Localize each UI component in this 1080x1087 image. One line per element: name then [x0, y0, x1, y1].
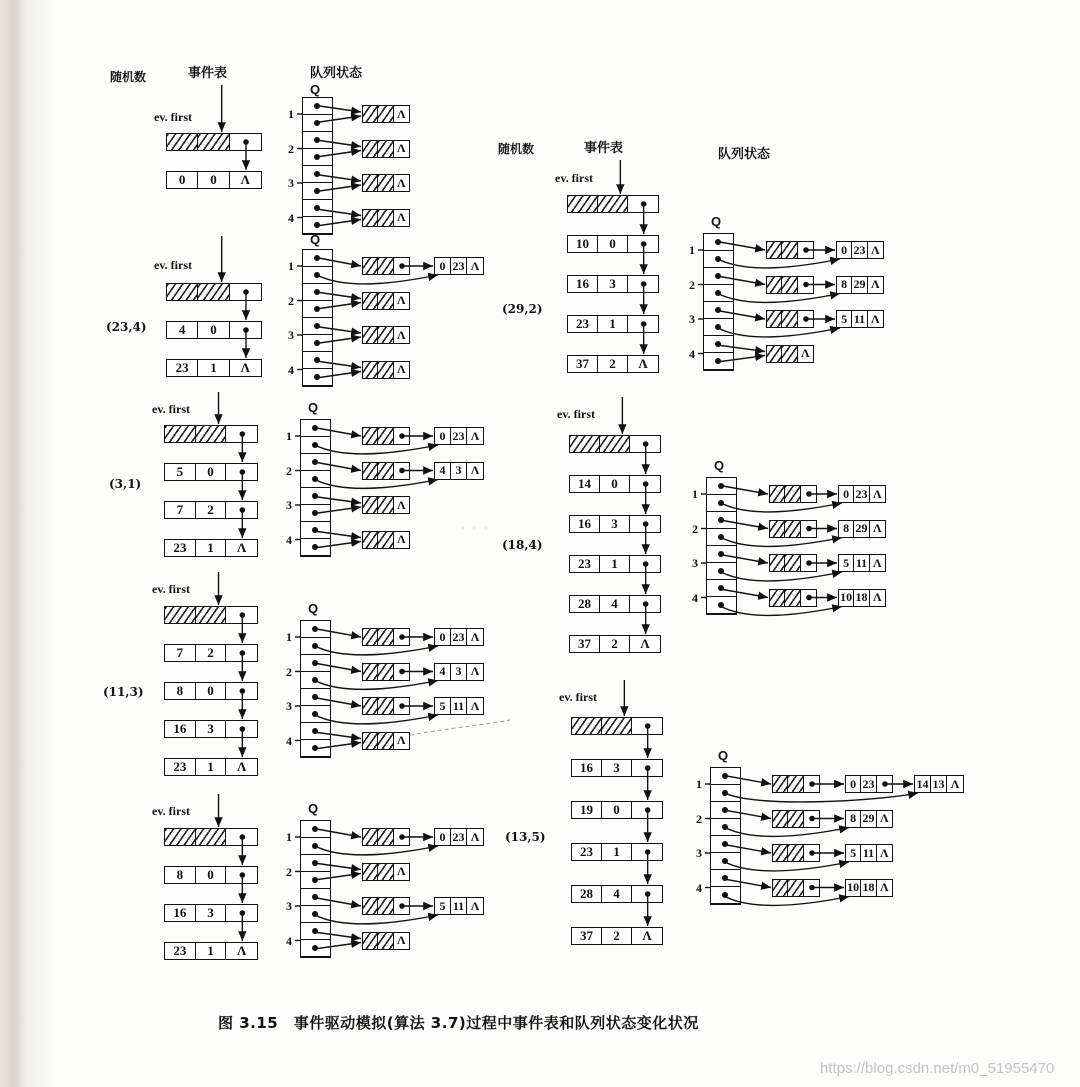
event-time-cell: 23 — [165, 540, 196, 556]
event-time-cell: 8 — [165, 867, 196, 883]
null-pointer-cell: Λ — [880, 880, 889, 894]
null-pointer-cell: Λ — [397, 362, 406, 376]
queue-number: 1 — [696, 777, 702, 791]
queue-array-label: Q — [308, 801, 319, 816]
event-type-cell: 4 — [602, 886, 632, 902]
null-pointer-cell: Λ — [470, 829, 480, 844]
null-pointer-cell: Λ — [638, 356, 648, 371]
header-queue-state-right: 队列状态 — [718, 147, 771, 162]
ev-first-label: ev. first — [555, 171, 593, 185]
queue-array-label: Q — [308, 400, 319, 415]
queue-array-label: Q — [711, 214, 722, 229]
queue-array-label: Q — [714, 458, 725, 473]
null-pointer-cell: Λ — [397, 210, 406, 224]
null-pointer-cell: Λ — [397, 532, 406, 546]
null-pointer-cell: Λ — [873, 521, 882, 535]
null-pointer-cell: Λ — [871, 311, 880, 326]
event-type-cell: 1 — [196, 540, 227, 556]
event-type-cell: 2 — [196, 645, 227, 661]
arrival-time-cell: 10 — [839, 590, 854, 606]
queue-number: 3 — [286, 699, 292, 713]
null-pointer-cell: Λ — [397, 175, 406, 190]
queue-number: 1 — [286, 830, 292, 844]
null-pointer-cell: Λ — [880, 845, 889, 860]
null-pointer-cell: Λ — [470, 258, 480, 273]
arrival-time-cell: 14 — [915, 776, 931, 792]
event-time-cell: 37 — [568, 356, 598, 372]
header-event-table-right: 事件表 — [584, 141, 624, 156]
null-pointer-cell: Λ — [397, 327, 406, 342]
ev-first-label: ev. first — [152, 804, 190, 818]
random-number-label: (29,2) — [502, 302, 543, 316]
duration-cell: 3 — [451, 463, 467, 479]
event-time-cell: 5 — [165, 464, 196, 480]
queue-number: 2 — [288, 293, 294, 308]
ev-first-label: ev. first — [559, 690, 597, 704]
null-pointer-cell: Λ — [237, 759, 247, 774]
event-type-cell: 1 — [196, 759, 227, 775]
queue-number: 4 — [286, 733, 292, 748]
null-pointer-cell: Λ — [397, 141, 406, 155]
duration-cell: 11 — [852, 311, 867, 327]
queue-number: 3 — [689, 312, 695, 326]
event-time-cell: 23 — [570, 556, 600, 572]
queue-number: 4 — [286, 933, 292, 948]
event-time-cell: 19 — [572, 802, 602, 818]
event-time-cell: 0 — [167, 172, 198, 188]
duration-cell: 29 — [854, 521, 869, 537]
queue-number: 4 — [288, 362, 294, 377]
event-type-cell: 1 — [598, 316, 628, 332]
null-pointer-cell: Λ — [642, 928, 652, 943]
queue-number: 1 — [692, 487, 698, 501]
event-time-cell: 28 — [570, 596, 600, 612]
duration-cell: 3 — [451, 664, 467, 680]
event-time-cell: 16 — [570, 516, 600, 532]
arrival-time-cell: 10 — [846, 880, 861, 896]
arrival-time-cell: 0 — [839, 486, 854, 502]
duration-cell: 23 — [451, 629, 467, 645]
event-type-cell: 0 — [196, 867, 227, 883]
ev-first-label: ev. first — [152, 582, 190, 596]
queue-array-label: Q — [310, 232, 321, 247]
duration-cell: 11 — [861, 845, 876, 861]
queue-number: 2 — [692, 521, 698, 536]
event-type-cell: 1 — [600, 556, 630, 572]
null-pointer-cell: Λ — [237, 943, 247, 958]
null-pointer-cell: Λ — [397, 293, 406, 307]
duration-cell: 23 — [451, 428, 467, 444]
queue-number: 4 — [689, 346, 695, 361]
event-time-cell: 23 — [568, 316, 598, 332]
arrival-time-cell: 0 — [837, 242, 852, 258]
figure-caption: 图 3.15 事件驱动模拟(算法 3.7)过程中事件表和队列状态变化状况 — [218, 1014, 699, 1032]
arrival-time-cell: 5 — [435, 898, 451, 914]
ev-first-label: ev. first — [557, 407, 595, 421]
event-time-cell: 4 — [167, 322, 198, 338]
random-number-label: (3,1) — [109, 477, 142, 491]
arrival-time-cell: 4 — [435, 463, 451, 479]
event-time-cell: 7 — [165, 502, 196, 518]
header-queue-state-left: 队列状态 — [310, 66, 363, 81]
event-type-cell: 3 — [600, 516, 630, 532]
event-type-cell: 2 — [196, 502, 227, 518]
event-type-cell: 0 — [198, 322, 229, 338]
queue-number: 1 — [286, 429, 292, 443]
null-pointer-cell: Λ — [880, 811, 889, 825]
queue-number: 2 — [689, 277, 695, 292]
event-time-cell: 10 — [568, 236, 598, 252]
watermark: https://blog.csdn.net/m0_51955470 — [820, 1060, 1055, 1077]
event-time-cell: 8 — [165, 683, 196, 699]
ev-first-label: ev. first — [152, 402, 190, 416]
null-pointer-cell: Λ — [397, 733, 406, 747]
queue-number: 2 — [696, 811, 702, 826]
null-pointer-cell: Λ — [397, 864, 406, 878]
null-pointer-cell: Λ — [950, 776, 960, 791]
duration-cell: 29 — [861, 811, 876, 827]
event-type-cell: 0 — [196, 464, 227, 480]
header-event-table-left: 事件表 — [188, 66, 228, 81]
event-time-cell: 37 — [570, 636, 600, 652]
event-type-cell: 1 — [198, 360, 229, 376]
event-time-cell: 23 — [572, 844, 602, 860]
duration-cell: 11 — [451, 698, 467, 714]
event-type-cell: 0 — [198, 172, 229, 188]
ev-first-label: ev. first — [154, 258, 192, 272]
event-type-cell: 0 — [602, 802, 632, 818]
event-type-cell: 3 — [598, 276, 628, 292]
duration-cell: 23 — [451, 258, 467, 274]
queue-number: 1 — [286, 630, 292, 644]
null-pointer-cell: Λ — [871, 277, 880, 291]
duration-cell: 23 — [861, 776, 876, 792]
duration-cell: 18 — [861, 880, 876, 896]
null-pointer-cell: Λ — [397, 933, 406, 947]
header-random-right: 随机数 — [498, 142, 535, 156]
queue-number: 2 — [288, 141, 294, 156]
queue-array-label: Q — [718, 748, 729, 763]
queue-number: 4 — [286, 532, 292, 547]
queue-array-label: Q — [308, 601, 319, 616]
event-time-cell: 37 — [572, 928, 602, 944]
null-pointer-cell: Λ — [237, 540, 247, 555]
null-pointer-cell: Λ — [470, 629, 480, 644]
event-type-cell: 2 — [600, 636, 630, 652]
null-pointer-cell: Λ — [873, 590, 882, 604]
event-type-cell: 1 — [602, 844, 632, 860]
null-pointer-cell: Λ — [240, 360, 250, 375]
duration-cell: 23 — [854, 486, 869, 502]
duration-cell: 11 — [854, 555, 869, 571]
queue-number: 3 — [692, 556, 698, 570]
duration-cell: 11 — [451, 898, 467, 914]
event-time-cell: 7 — [165, 645, 196, 661]
event-type-cell: 1 — [196, 943, 227, 959]
random-number-label: (18,4) — [502, 538, 543, 552]
queue-number: 1 — [689, 243, 695, 257]
arrival-time-cell: 5 — [839, 555, 854, 571]
queue-number: 3 — [288, 176, 294, 190]
arrival-time-cell: 0 — [846, 776, 861, 792]
queue-number: 3 — [286, 899, 292, 913]
null-pointer-cell: Λ — [640, 636, 650, 651]
queue-number: 1 — [288, 107, 294, 121]
arrival-time-cell: 8 — [839, 521, 854, 537]
event-time-cell: 28 — [572, 886, 602, 902]
queue-array-label: Q — [310, 82, 321, 97]
event-time-cell: 14 — [570, 476, 600, 492]
arrival-time-cell: 8 — [846, 811, 861, 827]
event-time-cell: 16 — [165, 721, 196, 737]
null-pointer-cell: Λ — [873, 486, 882, 501]
bleed-through-text: · · · — [460, 518, 489, 539]
null-pointer-cell: Λ — [873, 555, 882, 570]
null-pointer-cell: Λ — [470, 463, 480, 477]
null-pointer-cell: Λ — [240, 172, 250, 187]
arrival-time-cell: 5 — [837, 311, 852, 327]
queue-number: 3 — [696, 846, 702, 860]
queue-number: 2 — [286, 463, 292, 478]
random-number-label: (23,4) — [106, 320, 147, 334]
duration-cell: 18 — [854, 590, 869, 606]
event-time-cell: 16 — [165, 905, 196, 921]
event-type-cell: 2 — [598, 356, 628, 372]
arrival-time-cell: 5 — [435, 698, 451, 714]
queue-number: 2 — [286, 664, 292, 679]
event-time-cell: 23 — [165, 943, 196, 959]
queue-number: 4 — [288, 210, 294, 225]
duration-cell: 13 — [931, 776, 947, 792]
event-type-cell: 2 — [602, 928, 632, 944]
ev-first-label: ev. first — [154, 110, 192, 124]
null-pointer-cell: Λ — [470, 428, 480, 443]
event-type-cell: 0 — [598, 236, 628, 252]
random-number-label: (13,5) — [505, 830, 546, 844]
arrival-time-cell: 5 — [846, 845, 861, 861]
null-pointer-cell: Λ — [871, 242, 880, 257]
event-type-cell: 0 — [600, 476, 630, 492]
queue-number: 3 — [286, 498, 292, 512]
arrival-time-cell: 8 — [837, 277, 852, 293]
null-pointer-cell: Λ — [397, 497, 406, 512]
event-type-cell: 0 — [196, 683, 227, 699]
null-pointer-cell: Λ — [801, 346, 810, 360]
event-type-cell: 4 — [600, 596, 630, 612]
header-random-left: 随机数 — [110, 70, 147, 84]
event-type-cell: 3 — [196, 721, 227, 737]
queue-number: 1 — [288, 259, 294, 273]
queue-number: 4 — [692, 590, 698, 605]
null-pointer-cell: Λ — [470, 698, 480, 713]
duration-cell: 29 — [852, 277, 867, 293]
null-pointer-cell: Λ — [470, 898, 480, 913]
random-number-label: (11,3) — [103, 685, 144, 699]
event-time-cell: 23 — [167, 360, 198, 376]
event-type-cell: 3 — [602, 760, 632, 776]
arrival-time-cell: 4 — [435, 664, 451, 680]
queue-number: 4 — [696, 880, 702, 895]
arrival-time-cell: 0 — [435, 829, 451, 845]
arrival-time-cell: 0 — [435, 258, 451, 274]
duration-cell: 23 — [451, 829, 467, 845]
queue-number: 2 — [286, 864, 292, 879]
arrival-time-cell: 0 — [435, 428, 451, 444]
arrival-time-cell: 0 — [435, 629, 451, 645]
null-pointer-cell: Λ — [470, 664, 480, 678]
event-time-cell: 16 — [568, 276, 598, 292]
duration-cell: 23 — [852, 242, 867, 258]
event-time-cell: 23 — [165, 759, 196, 775]
null-pointer-cell: Λ — [397, 106, 406, 121]
event-type-cell: 3 — [196, 905, 227, 921]
queue-number: 3 — [288, 328, 294, 342]
event-time-cell: 16 — [572, 760, 602, 776]
